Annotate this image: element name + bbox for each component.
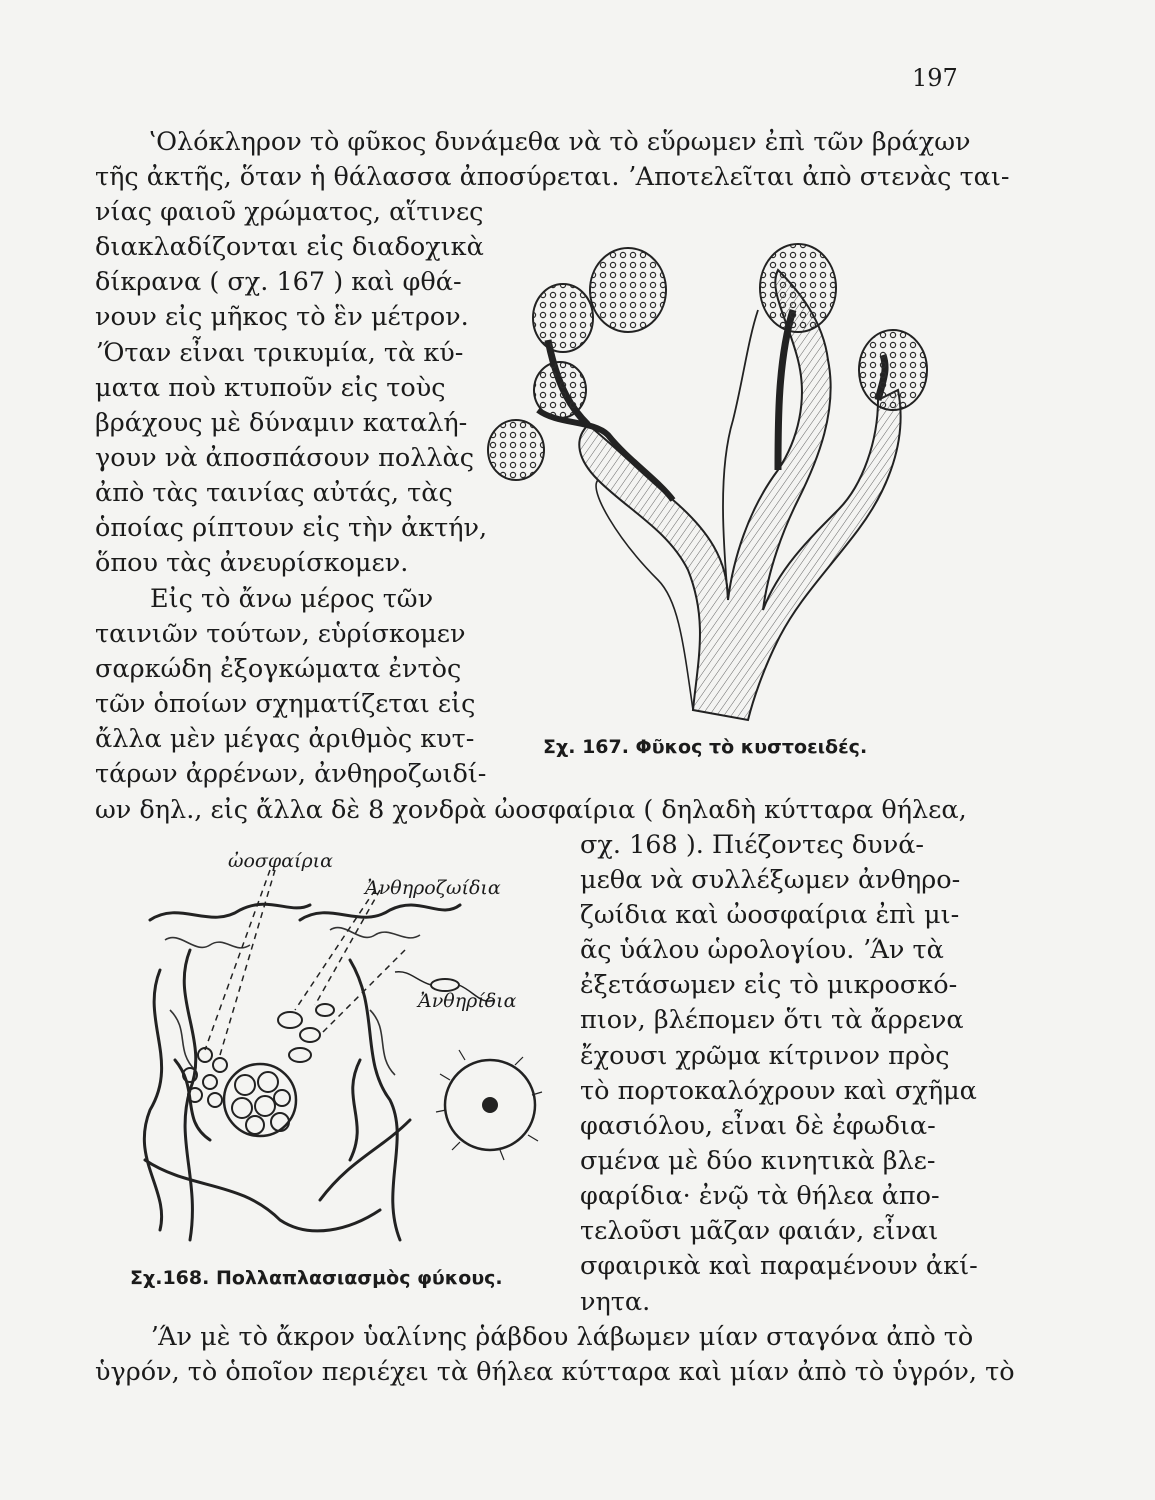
label-oosfairia: ὠοσφαίρια: [228, 850, 333, 872]
text-line: τῶν ὁποίων σχηματίζεται εἰς: [95, 689, 476, 719]
text-line: ʼΆν μὲ τὸ ἄκρον ὑαλίνης ῥάβδου λάβωμεν μίαν σταγόνα ἀπὸ τὸ: [150, 1322, 974, 1352]
text-line: φαρίδια· ἐνῷ τὰ θήλεα ἀπο-: [580, 1181, 940, 1211]
text-line: ματα ποὺ κτυποῦν εἰς τοὺς: [95, 373, 446, 403]
text-line: τῆς ἀκτῆς, ὅταν ἡ θάλασσα ἀποσύρεται. ʼΑποτελεῖται ἀπὸ στενὰς ται-: [95, 162, 1010, 192]
label-antherozoidia: Ἀνθηροζωίδια: [365, 877, 501, 899]
text-line: σμένα μὲ δύο κινητικὰ βλε-: [580, 1146, 936, 1176]
label-antheridia: Ἀνθηρίδια: [418, 990, 517, 1012]
text-line: σφαιρικὰ καὶ παραμένουν ἀκί-: [580, 1251, 978, 1281]
text-line: τελοῦσι μᾶζαν φαιάν, εἶναι: [580, 1216, 939, 1246]
text-line: ᾶς ὑάλου ὡρολογίου. ʼΆν τὰ: [580, 935, 944, 965]
text-line: ἐξετάσωμεν εἰς τὸ μικροσκό-: [580, 970, 958, 1000]
figure-168-caption: Σχ.168. Πολλαπλασιασμὸς φύκους.: [130, 1267, 503, 1289]
text-line: νητα.: [580, 1287, 651, 1317]
text-line: νουν εἰς μῆκος τὸ ἓν μέτρον.: [95, 302, 469, 332]
text-line: ʼΌταν εἶναι τρικυμία, τὰ κύ-: [95, 338, 464, 368]
text-line: νίας φαιοῦ χρώματος, αἵτινες: [95, 197, 484, 227]
text-line: ἄλλα μὲν μέγας ἀριθμὸς κυτ-: [95, 724, 475, 754]
text-line: τὸ πορτοκαλόχρουν καὶ σχῆμα: [580, 1076, 977, 1106]
text-line: ἀπὸ τὰς ταινίας αὐτάς, τὰς: [95, 478, 453, 508]
text-line: πιον, βλέπομεν ὅτι τὰ ἄρρενα: [580, 1005, 964, 1035]
text-line: βράχους μὲ δύναμιν καταλή-: [95, 408, 468, 438]
text-line: ὅπου τὰς ἀνευρίσκομεν.: [95, 548, 409, 578]
text-line: ταινιῶν τούτων, εὑρίσκομεν: [95, 619, 466, 649]
text-line: διακλαδίζονται εἰς διαδοχικὰ: [95, 232, 484, 262]
text-line: ὁποίας ρίπτουν εἰς τὴν ἀκτήν,: [95, 513, 488, 543]
text-line: ων δηλ., εἰς ἄλλα δὲ 8 χονδρὰ ὠοσφαίρια ( δηλαδὴ κύτταρα θήλεα,: [95, 795, 967, 825]
figure-168-illustration: [120, 860, 540, 1260]
text-line: Εἰς τὸ ἄνω μέρος τῶν: [150, 584, 434, 614]
text-line: ζωίδια καὶ ὠοσφαίρια ἐπὶ μι-: [580, 900, 960, 930]
figure-167-caption: Σχ. 167. Φῦκος τὸ κυστοειδές.: [543, 736, 868, 758]
text-line: σχ. 168 ). Πιέζοντες δυνά-: [580, 830, 925, 860]
text-line: τάρων ἀρρένων, ἀνθηροζωιδί-: [95, 759, 487, 789]
text-line: γουν νὰ ἀποσπάσουν πολλὰς: [95, 443, 475, 473]
page-number: 197: [912, 64, 958, 92]
text-line: μεθα νὰ συλλέξωμεν ἀνθηρο-: [580, 865, 961, 895]
text-line: ʽΟλόκληρον τὸ φῦκος δυνάμεθα νὰ τὸ εὕρωμεν ἐπὶ τῶν βράχων: [148, 127, 971, 157]
text-line: σαρκώδη ἐξογκώματα ἐντὸς: [95, 654, 462, 684]
text-line: ὑγρόν, τὸ ὁποῖον περιέχει τὰ θήλεα κύτταρα καὶ μίαν ἀπὸ τὸ ὑγρόν, τὸ: [95, 1357, 1015, 1387]
text-line: ἔχουσι χρῶμα κίτρινον πρὸς: [580, 1041, 950, 1071]
figure-167-illustration: [478, 240, 948, 730]
text-line: φασιόλου, εἶναι δὲ ἐφωδια-: [580, 1111, 936, 1141]
text-line: δίκρανα ( σχ. 167 ) καὶ φθά-: [95, 267, 462, 297]
